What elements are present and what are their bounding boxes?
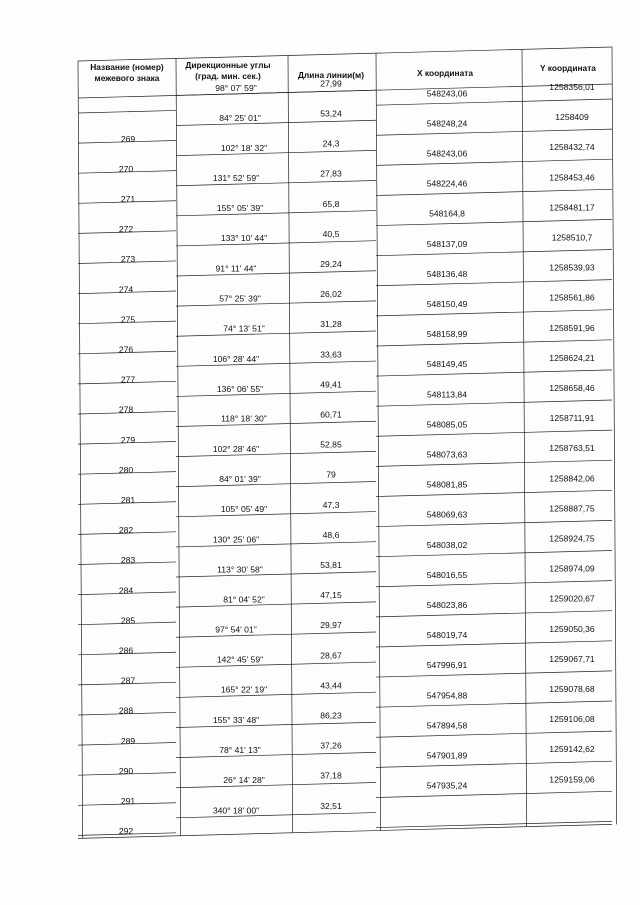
table-column-rule — [376, 53, 381, 830]
table-row-rule — [376, 310, 612, 316]
x-coordinate: 547894,58 — [426, 720, 468, 731]
direction-angle: 74° 13' 51" — [223, 323, 265, 334]
direction-angle: 133° 10' 44" — [220, 233, 268, 244]
table-row-rule — [376, 219, 612, 225]
direction-angle: 155° 33' 48" — [212, 714, 260, 725]
y-coordinate: 1258924,75 — [549, 533, 595, 544]
line-length: 79 — [326, 469, 336, 480]
x-coordinate: 548023,86 — [426, 600, 468, 611]
line-length: 27,99 — [320, 78, 342, 89]
boundary-point-name: 273 — [120, 254, 136, 265]
y-coordinate: 1258887,75 — [549, 503, 595, 514]
table-row-rule — [176, 301, 376, 306]
y-coordinate: 1259142,62 — [549, 744, 595, 755]
header-y-coordinate: Y координата — [540, 63, 596, 73]
y-coordinate: 1258763,51 — [549, 443, 595, 454]
line-length: 27,83 — [320, 168, 342, 179]
x-coordinate: 548150,49 — [426, 299, 468, 310]
direction-angle: 106° 28' 44" — [212, 353, 260, 364]
boundary-point-name: 271 — [120, 193, 136, 204]
boundary-point-name: 270 — [118, 163, 134, 174]
table-row-rule — [176, 451, 376, 456]
table-row-rule — [376, 701, 612, 707]
y-coordinate: 1258711,91 — [549, 413, 595, 424]
x-coordinate: 548016,55 — [426, 569, 468, 580]
line-length: 40,5 — [322, 228, 340, 239]
line-length: 31,28 — [320, 319, 342, 330]
line-length: 43,44 — [320, 680, 342, 691]
line-length: 47,3 — [322, 499, 340, 510]
line-length: 24,3 — [322, 138, 340, 149]
direction-angle: 130° 25' 06" — [212, 534, 260, 545]
y-coordinate: 1258510,7 — [551, 232, 593, 243]
x-coordinate: 548224,46 — [426, 178, 468, 189]
table-row-rule — [176, 512, 376, 517]
direction-angle: 340° 18' 00" — [212, 805, 260, 816]
table-row-rule — [176, 241, 376, 246]
table-row-rule — [376, 430, 612, 436]
table-row-rule — [376, 99, 612, 105]
direction-angle: 105° 05' 49" — [220, 504, 268, 515]
header-angle-line2: (град. мин. сек.) — [195, 71, 261, 81]
table-row-rule — [176, 391, 376, 396]
direction-angle: 84° 25' 01" — [219, 112, 261, 123]
header-angle-line1: Дирекционные углы — [185, 60, 271, 70]
table-row-rule — [376, 641, 612, 647]
boundary-point-name: 279 — [120, 434, 136, 445]
table-row-rule — [376, 280, 612, 286]
table-row-rule — [176, 90, 376, 95]
line-length: 47,15 — [320, 590, 342, 601]
boundary-point-name: 290 — [118, 765, 134, 776]
x-coordinate: 548073,63 — [426, 449, 468, 460]
table-row-rule — [176, 421, 376, 426]
boundary-point-name: 276 — [118, 344, 134, 355]
table-row-rule — [376, 761, 612, 767]
direction-angle: 26° 14' 28" — [223, 774, 265, 785]
y-coordinate: 1258409 — [555, 112, 589, 123]
x-coordinate: 548038,02 — [426, 539, 468, 550]
y-coordinate: 1259050,36 — [549, 623, 595, 634]
table-row-rule — [176, 331, 376, 336]
y-coordinate: 1258481,17 — [549, 202, 595, 213]
x-coordinate: 548137,09 — [426, 238, 468, 249]
x-coordinate: 548149,45 — [426, 359, 468, 370]
direction-angle: 142° 45' 59" — [216, 654, 264, 665]
line-length: 65,8 — [322, 198, 340, 209]
table-row-rule — [376, 791, 612, 797]
table-row-rule — [176, 180, 376, 185]
boundary-point-name: 278 — [118, 404, 134, 415]
line-length: 53,81 — [320, 559, 342, 570]
x-coordinate: 548085,05 — [426, 419, 468, 430]
header-length: Длина линии(м) — [297, 70, 365, 80]
table-row-rule — [376, 370, 612, 376]
line-length: 28,67 — [320, 650, 342, 661]
y-coordinate: 1259020,67 — [549, 593, 595, 604]
table-row-rule — [176, 150, 376, 155]
line-length: 33,63 — [320, 349, 342, 360]
direction-angle: 91° 11' 44" — [215, 263, 257, 274]
x-coordinate: 548243,06 — [426, 88, 468, 99]
x-coordinate: 548248,24 — [426, 118, 468, 129]
table-row-rule — [176, 662, 376, 667]
y-coordinate: 1258561,86 — [549, 292, 595, 303]
table-row-rule — [176, 481, 376, 486]
direction-angle: 118° 18' 30" — [221, 413, 267, 424]
table-column-rule — [78, 61, 83, 838]
line-length: 49,41 — [320, 379, 342, 390]
x-coordinate: 548136,48 — [426, 268, 468, 279]
y-coordinate: 1259067,71 — [549, 653, 595, 664]
y-coordinate: 1258356,01 — [549, 82, 595, 93]
x-coordinate: 548158,99 — [426, 329, 468, 340]
table-row-rule — [376, 400, 612, 406]
header-x-coordinate: X координата — [416, 68, 474, 78]
table-row-rule — [376, 340, 612, 346]
table-row-rule — [376, 159, 612, 165]
x-coordinate: 548081,85 — [426, 479, 468, 490]
table-row-rule — [78, 110, 176, 113]
y-coordinate: 1259078,68 — [549, 684, 595, 695]
direction-angle: 78° 41' 13" — [219, 744, 261, 755]
boundary-point-name: 277 — [120, 374, 136, 385]
boundary-point-name: 283 — [120, 555, 136, 566]
direction-angle: 57° 25' 39" — [219, 293, 261, 304]
boundary-point-name: 285 — [120, 615, 136, 626]
table-row-rule — [176, 722, 376, 727]
line-length: 26,02 — [320, 289, 342, 300]
line-length: 60,71 — [320, 409, 342, 420]
boundary-point-name: 291 — [120, 795, 136, 806]
boundary-point-name: 289 — [120, 735, 136, 746]
direction-angle: 165° 22' 19" — [220, 684, 268, 695]
table-row-rule — [376, 490, 612, 496]
direction-angle: 102° 18' 32" — [220, 142, 268, 153]
direction-angle: 113° 30' 58" — [217, 564, 263, 575]
y-coordinate: 1258974,09 — [549, 563, 595, 574]
table-column-rule — [288, 55, 293, 832]
direction-angle: 155° 05' 39" — [216, 203, 264, 214]
table-row-rule — [376, 129, 612, 135]
y-coordinate: 1259159,06 — [549, 774, 595, 785]
y-coordinate: 1258453,46 — [549, 172, 595, 183]
boundary-point-name: 292 — [118, 826, 134, 837]
line-length: 37,18 — [320, 770, 342, 781]
table-row-rule — [376, 189, 612, 195]
boundary-point-name: 280 — [118, 464, 134, 475]
table-row-rule — [176, 752, 376, 757]
table-row-rule — [176, 782, 376, 787]
line-length: 37,26 — [320, 740, 342, 751]
table-column-rule — [176, 58, 181, 835]
x-coordinate: 548164,8 — [429, 208, 465, 219]
table-row-rule — [376, 520, 612, 526]
x-coordinate: 548019,74 — [426, 630, 468, 641]
boundary-point-name: 286 — [118, 645, 134, 656]
table-row-rule — [376, 821, 612, 827]
table-row-rule — [376, 551, 612, 557]
boundary-point-name: 281 — [120, 494, 136, 505]
table-row-rule — [176, 602, 376, 607]
x-coordinate: 547996,91 — [426, 660, 468, 671]
boundary-point-name: 272 — [118, 224, 134, 235]
direction-angle: 102° 28' 46" — [212, 444, 260, 455]
boundary-point-name: 288 — [118, 705, 134, 716]
x-coordinate: 548243,06 — [426, 148, 468, 159]
y-coordinate: 1258432,74 — [549, 142, 595, 153]
table-row-rule — [176, 211, 376, 216]
y-coordinate: 1258624,21 — [549, 352, 595, 363]
table-row-rule — [376, 250, 612, 256]
line-length: 48,6 — [322, 529, 340, 540]
table-row-rule — [176, 632, 376, 637]
boundary-point-name: 275 — [120, 314, 136, 325]
line-length: 29,97 — [320, 620, 342, 631]
table-row-rule — [376, 460, 612, 466]
direction-angle: 131° 52' 59" — [212, 173, 260, 184]
x-coordinate: 547901,89 — [426, 750, 468, 761]
direction-angle: 136° 06' 55" — [216, 383, 264, 394]
table-row-rule — [176, 361, 376, 366]
table-grid — [78, 47, 617, 838]
table-row-rule — [176, 271, 376, 276]
table-row-rule — [176, 692, 376, 697]
table-row-rule — [176, 813, 376, 818]
table-column-rule — [522, 49, 527, 826]
line-length: 52,85 — [320, 439, 342, 450]
x-coordinate: 547935,24 — [426, 780, 468, 791]
header-point-name-line1: Название (номер) — [90, 62, 164, 72]
boundary-point-name: 282 — [118, 525, 134, 536]
direction-angle: 97° 54' 01" — [215, 624, 257, 635]
table-row-rule — [376, 581, 612, 587]
line-length: 86,23 — [320, 710, 342, 721]
boundary-point-name: 284 — [118, 585, 134, 596]
table-row-rule — [176, 542, 376, 547]
direction-angle: 84° 01' 39" — [219, 474, 261, 485]
table-row-rule — [176, 120, 376, 125]
y-coordinate: 1258591,96 — [549, 322, 595, 333]
header-point-name-line2: межевого знака — [94, 73, 160, 83]
direction-angle: 98° 07' 59" — [215, 82, 257, 93]
y-coordinate: 1258842,06 — [549, 473, 595, 484]
table-row-rule — [176, 572, 376, 577]
table-column-rule — [612, 47, 617, 824]
x-coordinate: 548113,84 — [427, 389, 467, 400]
y-coordinate: 1258539,93 — [549, 262, 595, 273]
table-row-rule — [376, 611, 612, 617]
line-length: 32,51 — [320, 800, 342, 811]
table-top-rule — [78, 47, 612, 61]
y-coordinate: 1259106,08 — [549, 714, 595, 725]
table-row-rule — [376, 671, 612, 677]
boundary-point-name: 274 — [118, 284, 134, 295]
boundary-point-name: 287 — [120, 675, 136, 686]
direction-angle: 81° 04' 52" — [223, 594, 265, 605]
x-coordinate: 548069,63 — [426, 509, 468, 520]
table-header — [90, 60, 596, 83]
table-bottom-rule — [78, 824, 612, 838]
table-row-rule — [376, 731, 612, 737]
line-length: 29,24 — [320, 258, 342, 269]
y-coordinate: 1258658,46 — [549, 383, 595, 394]
x-coordinate: 547954,88 — [426, 690, 468, 701]
boundary-point-name: 269 — [120, 133, 136, 144]
line-length: 53,24 — [320, 108, 342, 119]
